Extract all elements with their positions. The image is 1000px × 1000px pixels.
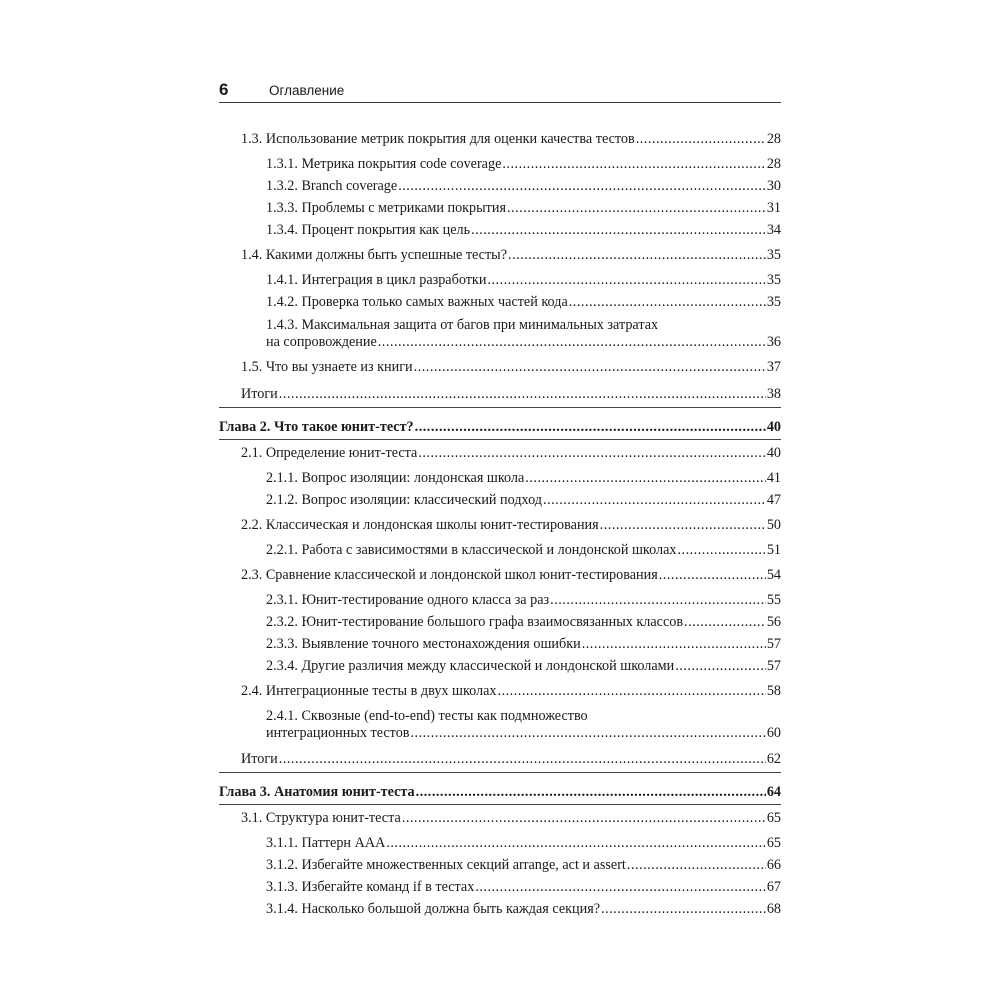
toc-entry-title: Итоги [241, 751, 278, 767]
toc-entry-1-3-1[interactable] [266, 155, 781, 173]
dot-leader [487, 271, 765, 289]
toc-entry-page: 35 [766, 272, 781, 288]
toc-entry-page: 35 [766, 294, 781, 310]
dot-leader [418, 444, 765, 462]
toc-entry-page: 57 [766, 658, 781, 674]
toc-entry-page: 28 [766, 156, 781, 172]
dot-leader [659, 566, 766, 584]
toc-entry-title: 2.1.2. Вопрос изоляции: классический подход [266, 492, 543, 508]
toc-entry-title: 3.1. Структура юнит-теста [241, 810, 401, 826]
toc-entry-page: 30 [766, 178, 781, 194]
toc-entry-page: 37 [766, 359, 781, 375]
toc-entry-page: 60 [766, 725, 781, 741]
dot-leader [402, 809, 766, 827]
toc-entry-page: 58 [766, 683, 781, 699]
toc-chapter-title: Глава 3. Анатомия юнит-теста [219, 784, 415, 800]
toc-entry-1-4-2[interactable] [266, 293, 781, 311]
toc-entry-page: 55 [766, 592, 781, 608]
toc-entry-title: 2.3.2. Юнит-тестирование большого графа взаимосвязанных классов [266, 614, 684, 630]
toc-entry-1-4-1[interactable] [266, 271, 781, 289]
dot-leader [507, 199, 766, 217]
dot-leader [525, 469, 766, 487]
toc-entry-title: интеграционных тестов [266, 725, 410, 741]
toc-entry-2-4-1[interactable] [266, 724, 781, 742]
toc-entry-title: 2.3.1. Юнит-тестирование одного класса за раз [266, 592, 550, 608]
toc-entry-1-3[interactable] [241, 130, 781, 148]
toc-entry-page: 35 [766, 247, 781, 263]
dot-leader [677, 541, 765, 559]
toc-entry-2-3[interactable] [241, 566, 781, 584]
dot-leader [627, 856, 766, 874]
toc-entry-page: 62 [766, 751, 781, 767]
page-header [219, 80, 781, 102]
toc-entry-3-1-3[interactable] [266, 878, 781, 896]
toc-entry-2-1[interactable] [241, 444, 781, 462]
dot-leader [543, 491, 766, 509]
running-title: Оглавление [269, 83, 345, 98]
chapter-separator [219, 772, 781, 773]
toc-entry-2-1-2[interactable] [266, 491, 781, 509]
toc-entry-3-1-4[interactable] [266, 900, 781, 918]
dot-leader [684, 613, 766, 631]
toc-entry-title: 1.4.2. Проверка только самых важных частей кода [266, 294, 568, 310]
toc-entry-page: 68 [766, 901, 781, 917]
toc-entry-ch1-summary[interactable] [241, 385, 781, 403]
toc-chapter-page: 40 [766, 419, 781, 435]
dot-leader [502, 155, 765, 173]
toc-entry-page: 41 [766, 470, 781, 486]
toc-entry-page: 36 [766, 334, 781, 350]
toc-entry-page: 57 [766, 636, 781, 652]
toc-entry-title: 2.2. Классическая и лондонская школы юнит-тестирования [241, 517, 599, 533]
dot-leader [550, 591, 766, 609]
toc-entry-page: 47 [766, 492, 781, 508]
toc-entry-title: 1.3.2. Branch coverage [266, 178, 398, 194]
toc-entry-title: 2.1. Определение юнит-теста [241, 445, 418, 461]
toc-entry-page: 50 [766, 517, 781, 533]
dot-leader [414, 358, 766, 376]
toc-chapter-title: Глава 2. Что такое юнит-тест? [219, 419, 414, 435]
toc-entry-2-4[interactable] [241, 682, 781, 700]
chapter-separator [219, 804, 781, 805]
toc-entry-title: 1.3.1. Метрика покрытия code coverage [266, 156, 502, 172]
toc-entry-2-3-2[interactable] [266, 613, 781, 631]
dot-leader [279, 385, 766, 403]
toc-entry-ch2-summary[interactable] [241, 750, 781, 768]
toc-entry-page: 65 [766, 810, 781, 826]
toc-entry-title: 2.3.4. Другие различия между классической и лондонской школами [266, 658, 675, 674]
dot-leader [601, 900, 766, 918]
toc-entry-3-1[interactable] [241, 809, 781, 827]
dot-leader [582, 635, 766, 653]
toc-entry-title: 1.3. Использование метрик покрытия для оценки качества тестов [241, 131, 635, 147]
toc-entry-title: 2.4. Интеграционные тесты в двух школах [241, 683, 497, 699]
toc-entry-title: 3.1.3. Избегайте команд if в тестах [266, 879, 475, 895]
dot-leader [675, 657, 766, 675]
toc-entry-page: 38 [766, 386, 781, 402]
dot-leader [471, 221, 766, 239]
toc-entry-1-4-3[interactable] [266, 333, 781, 351]
toc-entry-title: 3.1.1. Паттерн AAA [266, 835, 386, 851]
toc-entry-page: 40 [766, 445, 781, 461]
dot-leader [410, 724, 765, 742]
toc-entry-2-3-4[interactable] [266, 657, 781, 675]
toc-entry-1-5[interactable] [241, 358, 781, 376]
toc-entry-page: 66 [766, 857, 781, 873]
toc-entry-3-1-2[interactable] [266, 856, 781, 874]
header-rule [219, 102, 781, 103]
chapter-separator [219, 407, 781, 408]
toc-entry-1-3-4[interactable] [266, 221, 781, 239]
toc-entry-2-3-3[interactable] [266, 635, 781, 653]
dot-leader [475, 878, 766, 896]
toc-entry-2-2[interactable] [241, 516, 781, 534]
dot-leader [398, 177, 766, 195]
toc-entry-title: 1.3.4. Процент покрытия как цель [266, 222, 471, 238]
toc-entry-title: 1.4. Какими должны быть успешные тесты? [241, 247, 508, 263]
dot-leader [600, 516, 766, 534]
dot-leader [378, 333, 766, 351]
toc-chapter-3[interactable] [219, 783, 781, 801]
toc-entry-title: 2.3. Сравнение классической и лондонской школ юнит-тестирования [241, 567, 658, 583]
toc-entry-title: 3.1.4. Насколько большой должна быть каждая секция? [266, 901, 601, 917]
toc-entry-2-1-1[interactable] [266, 469, 781, 487]
toc-entry-page: 65 [766, 835, 781, 851]
toc-entry-1-3-3[interactable] [266, 199, 781, 217]
toc-entry-page: 31 [766, 200, 781, 216]
toc-entry-page: 51 [766, 542, 781, 558]
toc-entry-2-3-1[interactable] [266, 591, 781, 609]
toc-chapter-2[interactable] [219, 418, 781, 436]
dot-leader [386, 834, 766, 852]
toc-entry-page: 67 [766, 879, 781, 895]
dot-leader [498, 682, 766, 700]
toc-entry-title: 1.5. Что вы узнаете из книги [241, 359, 413, 375]
dot-leader [416, 783, 766, 801]
toc-entry-title: 2.2.1. Работа с зависимостями в классической и лондонской школах [266, 542, 677, 558]
toc-entry-page: 34 [766, 222, 781, 238]
toc-entry-title: 3.1.2. Избегайте множественных секций arrange, act и assert [266, 857, 626, 873]
toc-entry-1-3-2[interactable] [266, 177, 781, 195]
toc-entry-title: на сопровождение [266, 334, 377, 350]
toc-chapter-page: 64 [766, 784, 781, 800]
toc-entry-title: 2.1.1. Вопрос изоляции: лондонская школа [266, 470, 525, 486]
toc-entry-page: 54 [766, 567, 781, 583]
dot-leader [279, 750, 766, 768]
dot-leader [508, 246, 766, 264]
toc-entry-2-4-1-first-line[interactable]: 2.4.1. Сквозные (end-to-end) тесты как подмножество [266, 708, 588, 724]
dot-leader [415, 418, 766, 436]
toc-entry-2-2-1[interactable] [266, 541, 781, 559]
toc-entry-title: 1.3.3. Проблемы с метриками покрытия [266, 200, 506, 216]
dot-leader [636, 130, 766, 148]
toc-entry-3-1-1[interactable] [266, 834, 781, 852]
toc-entry-1-4-3-first-line[interactable]: 1.4.3. Максимальная защита от багов при минимальных затратах [266, 317, 659, 333]
dot-leader [569, 293, 766, 311]
chapter-separator [219, 439, 781, 440]
toc-entry-title: Итоги [241, 386, 278, 402]
toc-entry-1-4[interactable] [241, 246, 781, 264]
toc-entry-page: 56 [766, 614, 781, 630]
page-number: 6 [219, 80, 229, 99]
toc-entry-title: 2.3.3. Выявление точного местонахождения ошибки [266, 636, 581, 652]
toc-entry-page: 28 [766, 131, 781, 147]
toc-entry-title: 1.4.1. Интеграция в цикл разработки [266, 272, 487, 288]
